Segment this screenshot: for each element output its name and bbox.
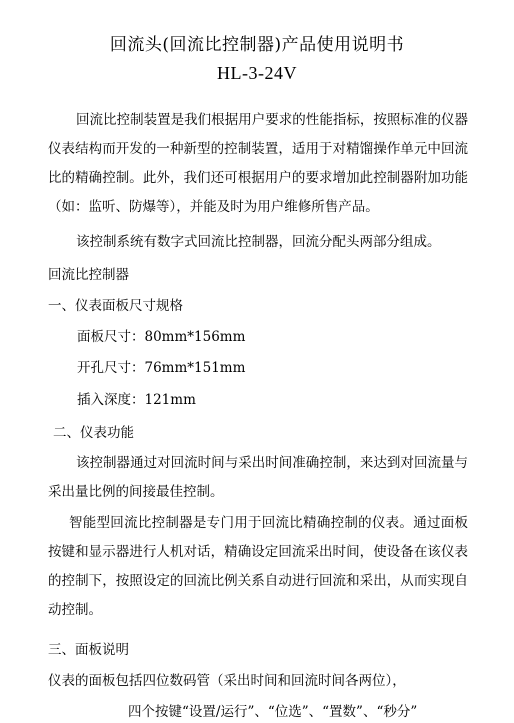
function-paragraph-2: 智能型回流比控制器是专门用于回流比精确控制的仪表。通过面板按键和显示器进行人机对话，精确设定回流采出时间，使设备在该仪表的控制下，按照设定的回流比例关系自动进行回流和采出，从而实现自动控制。 [48,515,468,618]
section3-heading: 三、面板说明 [48,642,129,658]
panel-description: 仪表的面板包括四位数码管（采出时间和回流时间各两位）， [48,673,406,689]
model-number: HL-3-24V [217,63,297,83]
system-paragraph: 该控制系统有数字式回流比控制器，回流分配头两部分组成。 [76,234,441,250]
section1-heading: 一、仪表面板尺寸规格 [48,298,183,314]
buttons-line: 四个按键“设置/运行”、“位选”、“置数”、“秒分” [128,704,418,720]
intro-paragraph: 回流比控制装置是我们根据用户要求的性能指标，按照标准的仪器仪表结构而开发的一种新型的控制装置，适用于对精馏操作单元中回流比的精确控制。此外，我们还可根据用户的要求增加此控制器附加功能（如：监听、防爆等），并能及时为用户维修所售产品。 [48,112,468,215]
controller-heading: 回流比控制器 [48,267,129,283]
insert-depth: 插入深度：121mm [77,392,196,408]
cutout-size: 开孔尺寸：76mm*151mm [77,360,246,376]
document-title: 回流头(回流比控制器)产品使用说明书 [109,35,405,55]
function-paragraph-1: 该控制器通过对回流时间与采出时间准确控制，来达到对回流量与采出量比例的间接最佳控制。 [48,455,468,500]
panel-size: 面板尺寸：80mm*156mm [77,329,246,345]
section2-heading: 二、仪表功能 [53,425,134,441]
